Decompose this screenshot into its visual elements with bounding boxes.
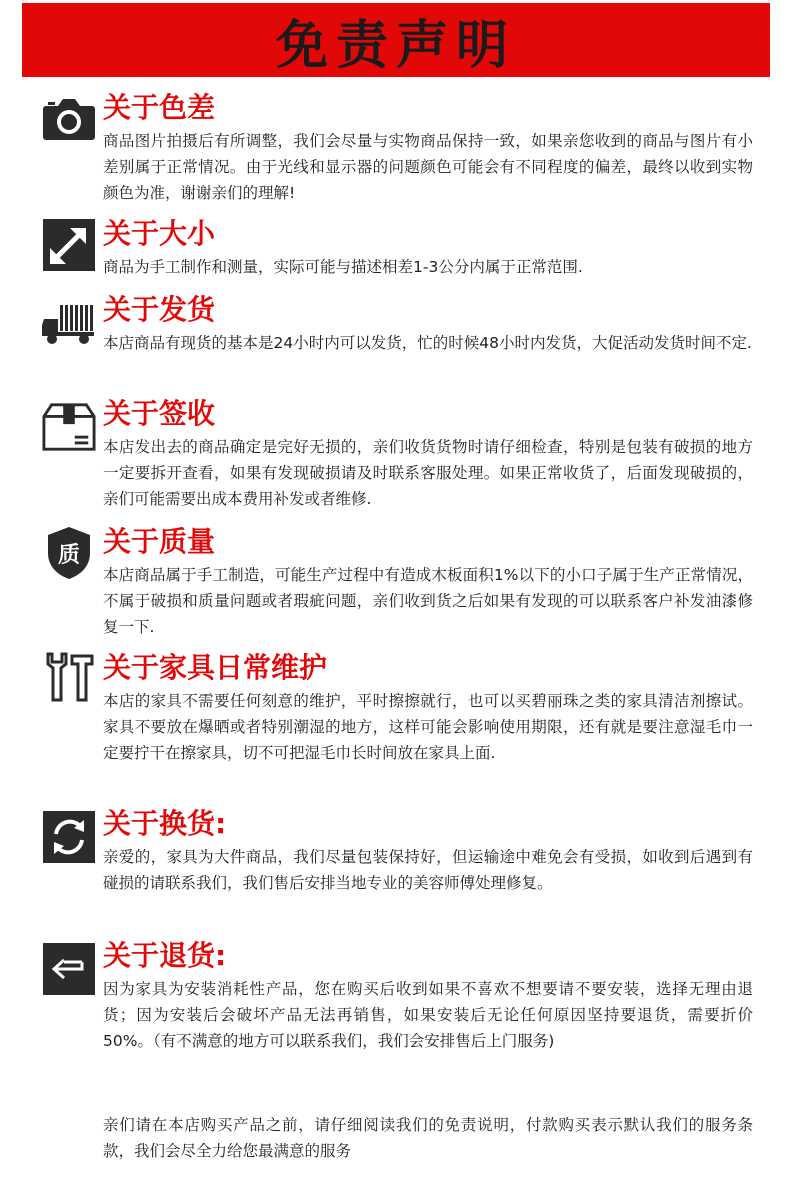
footer-notice: 亲们请在本店购买产品之前，请仔细阅读我们的免责说明，付款购买表示默认我们的服务条款，我们会尽全力给您最满意的服务 xyxy=(103,1116,753,1160)
package-icon xyxy=(42,400,96,454)
section-title: 关于大小 xyxy=(103,217,216,250)
quality-shield-icon xyxy=(42,526,96,580)
section-body: 因为家具为安装消耗性产品，您在购买后收到如果不喜欢不想要请不要安装，选择无理由退货；因为安装后会破坏产品无法再销售，如果安装后无论任何原因坚持要退货，需要折价50%。（有不满意的地方可以联系我们，我们会安排售后上门服务) xyxy=(103,980,753,1050)
resize-arrow-icon xyxy=(42,218,96,272)
section-title: 关于色差 xyxy=(103,91,216,124)
section-body: 商品为手工制作和测量，实际可能与描述相差1-3公分内属于正常范围. xyxy=(103,258,583,276)
section-title: 关于签收 xyxy=(103,397,216,430)
header-banner xyxy=(22,3,770,77)
truck-icon xyxy=(42,296,96,350)
section-body: 本店发出去的商品确定是完好无损的，亲们收货货物时请仔细检查，特别是包装有破损的地方一定要拆开查看，如果有发现破损请及时联系客服处理。如果正常收货了，后面发现破损的，亲们可能需要出成本费用补发或者维修. xyxy=(103,438,753,508)
return-icon xyxy=(42,942,96,996)
section-body: 本店的家具不需要任何刻意的维护，平时擦擦就行，也可以买碧丽珠之类的家具清洁剂擦试。家具不要放在爆晒或者特别潮湿的地方，这样可能会影响使用期限，还有就是要注意湿毛巾一定要拧干在擦家具，切不可把湿毛巾长时间放在家具上面. xyxy=(103,692,753,762)
section-body: 本店商品有现货的基本是24小时内可以发货，忙的时候48小时内发货，大促活动发货时间不定. xyxy=(103,334,752,352)
exchange-icon xyxy=(42,810,96,864)
section-title: 关于换货: xyxy=(103,807,227,840)
section-title: 关于质量 xyxy=(103,525,216,558)
quality-shield-label: 质 xyxy=(57,543,80,568)
camera-icon xyxy=(42,92,96,146)
section-title: 关于退货: xyxy=(103,939,227,972)
section-body: 商品图片拍摄后有所调整，我们会尽量与实物商品保持一致，如果亲您收到的商品与图片有小差别属于正常情况。由于光线和显示器的问题颜色可能会有不同程度的偏差，最终以收到实物颜色为准，谢谢亲们的理解! xyxy=(103,132,753,202)
tools-icon xyxy=(42,650,96,704)
section-title: 关于发货 xyxy=(103,293,216,326)
page-title: 免责声明 xyxy=(275,14,516,76)
section-title: 关于家具日常维护 xyxy=(103,651,328,684)
section-body: 亲爱的，家具为大件商品，我们尽量包装保持好，但运输途中难免会有受损，如收到后遇到有碰损的请联系我们，我们售后安排当地专业的美容师傅处理修复。 xyxy=(103,848,753,892)
section-body: 本店商品属于手工制造，可能生产过程中有造成木板面积1%以下的小口子属于生产正常情况，不属于破损和质量问题或者瑕疵问题，亲们收到货之后如果有发现的可以联系客户补发油漆修复一下. xyxy=(103,566,753,636)
